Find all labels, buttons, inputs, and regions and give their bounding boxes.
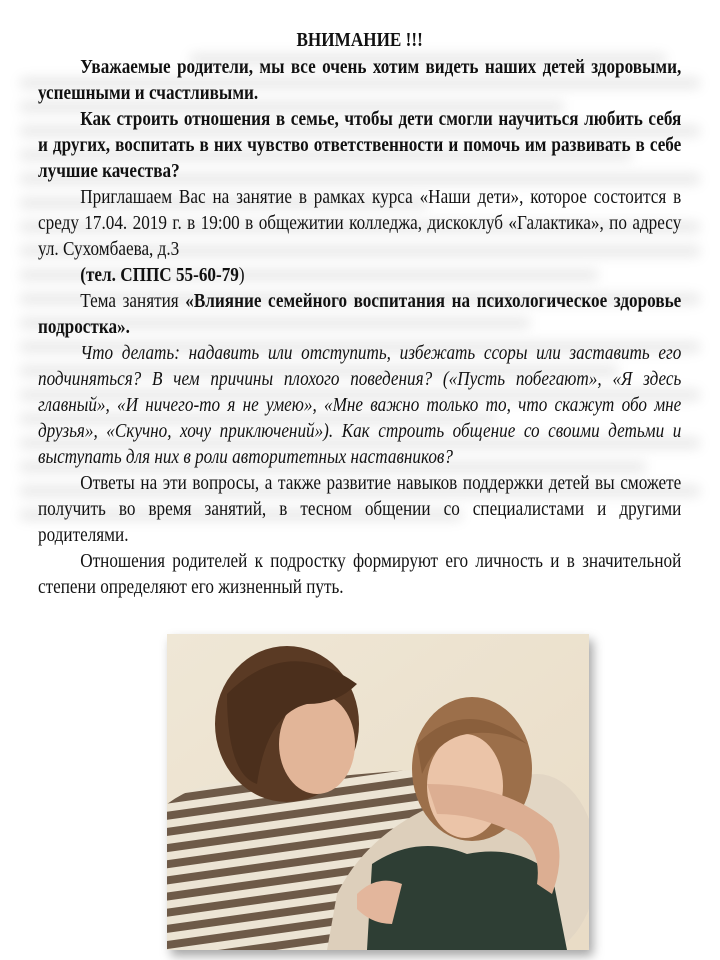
question-paragraph: Как строить отношения в семье, чтобы дети смогли научиться любить себя и других, воспитать в них чувство ответственности и помочь им развивать в себе лучшие качества?	[38, 109, 682, 182]
topic-paragraph	[38, 289, 681, 341]
phone-number: (тел. СППС 55-60-79	[80, 265, 239, 286]
invitation-paragraph: Приглашаем Вас на занятие в рамках курса «Наши дети», которое состоится в среду 17.04. 2019 г. в 19:00 в общежитии колледжа, дискоклуб «Галактика», по адресу ул. Сухомбаева, д.3	[38, 187, 682, 260]
questions-paragraph: Что делать: надавить или отступить, избежать ссоры или заставить его подчиняться? В чем причины плохого поведения? («Пусть побегают», «Я здесь главный», «И ничего-то я не умею», «Мне важно только то, что скажут обо мне друзья», «Скучно, хочу приключений»). Как строить общение со своими детьми и выступать для них в роли авторитетных наставников?	[38, 343, 682, 468]
topic-prefix: Тема занятия	[80, 291, 186, 312]
mother-daughter-photo	[167, 634, 589, 950]
closing-paragraph: Отношения родителей к подростку формируют его личность и в значительной степени определяют его жизненный путь.	[38, 551, 682, 598]
answers-paragraph: Ответы на эти вопросы, а также развитие навыков поддержки детей вы сможете получить во время занятий, в тесном общении со специалистами и другими родителями.	[38, 473, 682, 546]
greeting-paragraph: Уважаемые родители, мы все очень хотим видеть наших детей здоровыми, успешными и счастливыми.	[38, 57, 682, 104]
page-title: ВНИМАНИЕ !!!	[296, 30, 423, 51]
phone-paragraph: (тел. СППС 55-60-79)	[80, 265, 245, 286]
topic-title: «Влияние семейного воспитания на психологическое здоровье подростка».	[38, 291, 682, 338]
photo-illustration	[167, 634, 589, 950]
announcement-document	[38, 28, 681, 601]
